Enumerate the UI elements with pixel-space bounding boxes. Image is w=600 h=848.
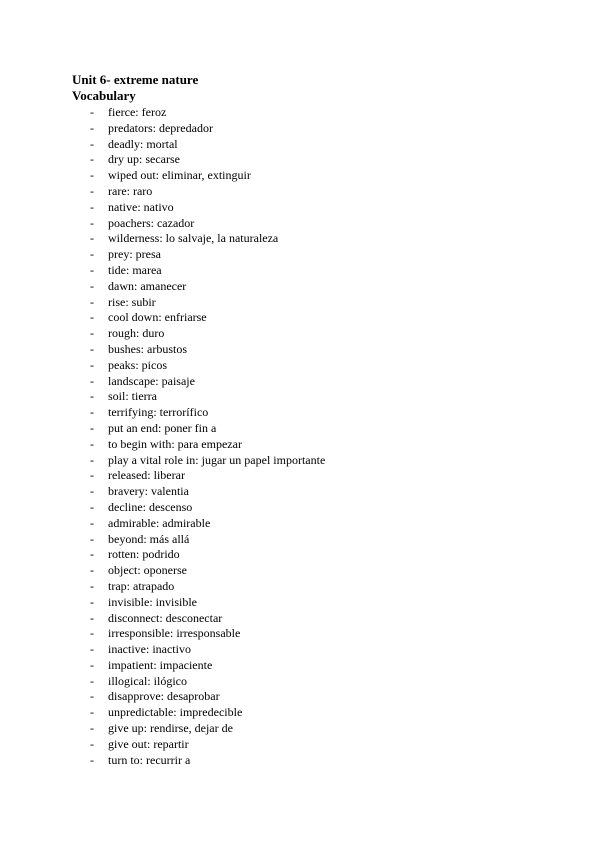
vocab-entry: inactive: inactivo — [108, 642, 191, 657]
vocab-entry: beyond: más allá — [108, 531, 190, 546]
vocab-entry: rise: subir — [108, 294, 156, 309]
list-bullet: - — [90, 642, 94, 657]
list-bullet: - — [90, 215, 94, 230]
list-bullet: - — [90, 547, 94, 562]
list-bullet: - — [90, 405, 94, 420]
vocab-entry: to begin with: para empezar — [108, 436, 242, 451]
vocab-entry: fierce: feroz — [108, 105, 167, 119]
vocab-entry: irresponsible: irresponsable — [108, 626, 241, 641]
list-bullet: - — [90, 310, 94, 325]
list-bullet: - — [90, 168, 94, 183]
vocab-entry: dawn: amanecer — [108, 278, 187, 293]
list-bullet: - — [90, 105, 94, 119]
list-bullet: - — [90, 452, 94, 467]
list-bullet: - — [90, 515, 94, 530]
vocab-entry: illogical: ilógico — [108, 673, 187, 688]
list-bullet: - — [90, 389, 94, 404]
vocab-entry: dry up: secarse — [108, 152, 180, 167]
vocab-entry: prey: presa — [108, 247, 161, 262]
list-bullet: - — [90, 152, 94, 167]
vocab-entry: decline: descenso — [108, 499, 193, 514]
list-bullet: - — [90, 736, 94, 751]
vocab-entry: disconnect: desconectar — [108, 610, 223, 625]
list-bullet: - — [90, 752, 94, 767]
vocab-entry: bushes: arbustos — [108, 341, 187, 356]
list-bullet: - — [90, 136, 94, 151]
list-bullet: - — [90, 357, 94, 372]
list-bullet: - — [90, 673, 94, 688]
list-bullet: - — [90, 294, 94, 309]
vocab-entry: cool down: enfriarse — [108, 310, 207, 325]
vocab-entry: soil: tierra — [108, 389, 157, 404]
page-title: Unit 6- extreme nature — [72, 72, 199, 87]
vocab-entry: wiped out: eliminar, extinguir — [108, 168, 251, 183]
vocab-entry: give out: repartir — [108, 736, 189, 751]
list-bullet: - — [90, 247, 94, 262]
vocab-entry: native: nativo — [108, 199, 174, 214]
list-bullet: - — [90, 436, 94, 451]
vocab-entry: deadly: mortal — [108, 136, 178, 151]
list-bullet: - — [90, 231, 94, 246]
vocab-entry: predators: depredador — [108, 120, 213, 135]
vocab-entry: tide: marea — [108, 262, 162, 277]
list-bullet: - — [90, 689, 94, 704]
list-bullet: - — [90, 626, 94, 641]
vocab-entry: object: oponerse — [108, 563, 187, 578]
list-bullet: - — [90, 120, 94, 135]
list-bullet: - — [90, 563, 94, 578]
vocab-entry: trap: atrapado — [108, 578, 175, 593]
list-bullet: - — [90, 468, 94, 483]
vocab-entry: poachers: cazador — [108, 215, 195, 230]
vocab-entry: invisible: invisible — [108, 594, 197, 609]
vocab-entry: rough: duro — [108, 326, 165, 341]
list-bullet: - — [90, 594, 94, 609]
list-bullet: - — [90, 420, 94, 435]
list-bullet: - — [90, 326, 94, 341]
vocab-entry: unpredictable: impredecible — [108, 705, 243, 720]
list-bullet: - — [90, 531, 94, 546]
vocab-entry: impatient: impaciente — [108, 657, 213, 672]
vocab-entry: disapprove: desaprobar — [108, 689, 220, 704]
list-bullet: - — [90, 705, 94, 720]
list-bullet: - — [90, 721, 94, 736]
vocab-entry: give up: rendirse, dejar de — [108, 721, 233, 736]
vocab-entry: peaks: picos — [108, 357, 167, 372]
list-bullet: - — [90, 183, 94, 198]
vocab-entry: wilderness: lo salvaje, la naturaleza — [108, 231, 279, 246]
vocab-entry: play a vital role in: jugar un papel importante — [108, 452, 326, 467]
vocab-entry: rare: raro — [108, 183, 153, 198]
vocab-entry: turn to: recurrir a — [108, 752, 191, 767]
vocab-entry: terrifying: terrorífico — [108, 405, 209, 420]
list-bullet: - — [90, 373, 94, 388]
vocab-entry: released: liberar — [108, 468, 185, 483]
list-bullet: - — [90, 657, 94, 672]
list-bullet: - — [90, 278, 94, 293]
vocab-entry: landscape: paisaje — [108, 373, 195, 388]
list-bullet: - — [90, 610, 94, 625]
vocab-entry: admirable: admirable — [108, 515, 211, 530]
list-bullet: - — [90, 578, 94, 593]
vocab-entry: rotten: podrido — [108, 547, 180, 562]
list-bullet: - — [90, 499, 94, 514]
vocab-entry: put an end: poner fin a — [108, 420, 217, 435]
list-bullet: - — [90, 199, 94, 214]
list-bullet: - — [90, 262, 94, 277]
section-heading: Vocabulary — [72, 88, 136, 103]
list-bullet: - — [90, 341, 94, 356]
vocab-entry: bravery: valentia — [108, 484, 189, 499]
list-bullet: - — [90, 484, 94, 499]
